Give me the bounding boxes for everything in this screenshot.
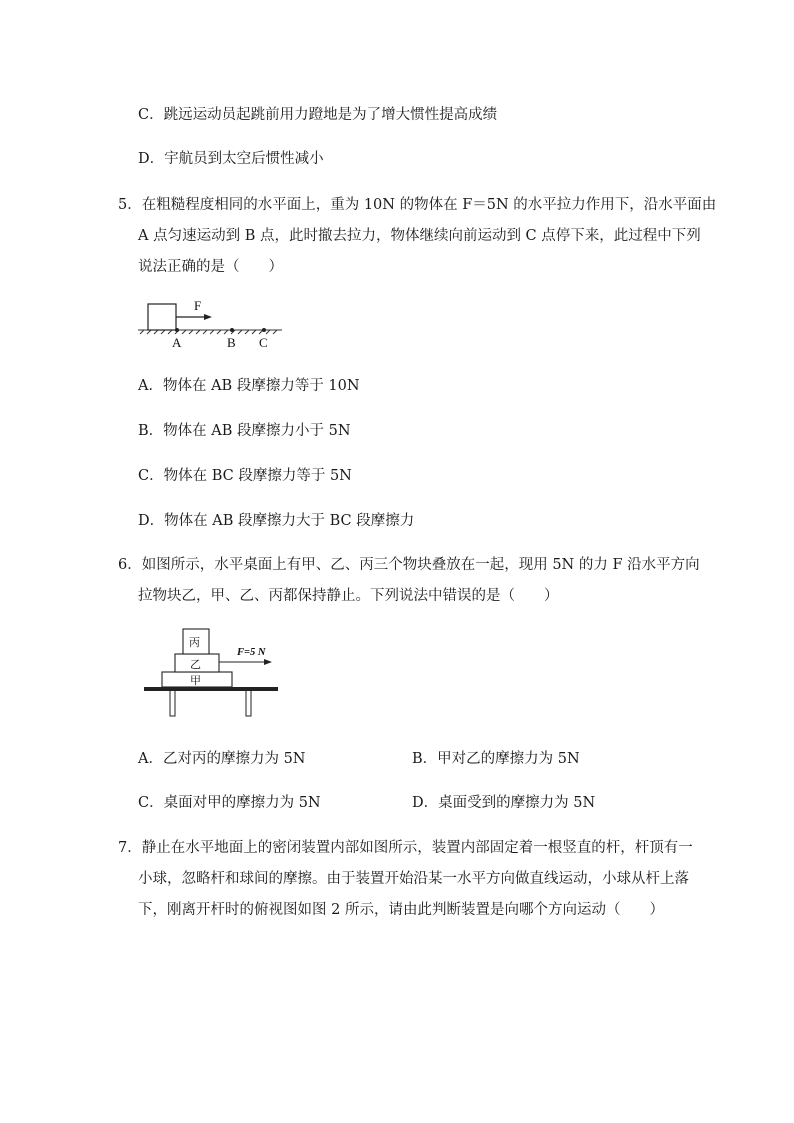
- q6-stem-line-2: 拉物块乙，甲、乙、丙都保持静止。下列说法中错误的是（ ）: [138, 588, 559, 604]
- q5-option-a: A．物体在 AB 段摩擦力等于 10N: [138, 378, 360, 394]
- q7-stem-line-1: 7．静止在水平地面上的密闭装置内部如图所示，装置内部固定着一根竖直的杆，杆顶有一: [118, 840, 693, 856]
- q6-stem-line-1: 6．如图所示，水平桌面上有甲、乙、丙三个物块叠放在一起，现用 5N 的力 F 沿水平方向: [118, 557, 700, 573]
- q5-object-block: [148, 304, 176, 330]
- q5-option-c: C．物体在 BC 段摩擦力等于 5N: [138, 468, 352, 484]
- q6-option-d: D．桌面受到的摩擦力为 5N: [412, 795, 596, 811]
- q6-block-jia-label: 甲: [190, 675, 201, 687]
- q5-force-label: F: [194, 298, 202, 313]
- q5-stem-line-3: 说法正确的是（ ）: [138, 259, 283, 275]
- q5-point-a-dot: [175, 328, 179, 332]
- q6-option-a: A．乙对丙的摩擦力为 5N: [138, 751, 306, 767]
- q5-point-c-dot: [262, 328, 266, 332]
- q5-option-b: B．物体在 AB 段摩擦力小于 5N: [138, 423, 351, 439]
- q6-block-bing-label: 丙: [189, 637, 200, 649]
- q5-point-b-dot: [230, 328, 234, 332]
- q4-option-c: C．跳远运动员起跳前用力蹬地是为了增大惯性提高成绩: [138, 107, 498, 123]
- q6-force-label: F=5 N: [237, 647, 266, 658]
- q6-option-c: C．桌面对甲的摩擦力为 5N: [138, 795, 321, 811]
- q5-point-b: B: [227, 335, 236, 350]
- q5-stem-line-2: A 点匀速运动到 B 点，此时撤去拉力，物体继续向前运动到 C 点停下来，此过程中下列: [138, 228, 701, 244]
- q6-block-yi-label: 乙: [190, 659, 201, 671]
- q5-point-c: C: [259, 335, 268, 350]
- q7-stem-line-2: 小球，忽略杆和球间的摩擦。由于装置开始沿某一水平方向做直线运动，小球从杆上落: [138, 871, 689, 887]
- q6-table-leg-left: [170, 690, 175, 716]
- q4-option-d: D．宇航员到太空后惯性减小: [138, 151, 324, 167]
- q5-point-a: A: [172, 335, 182, 350]
- q5-stem-line-1: 5．在粗糙程度相同的水平面上，重为 10N 的物体在 F＝5N 的水平拉力作用下，沿水平面由: [118, 197, 717, 213]
- q6-option-b: B．甲对乙的摩擦力为 5N: [412, 751, 580, 767]
- q6-table-leg-right: [246, 690, 251, 716]
- q6-table-top: [144, 687, 278, 691]
- q7-stem-line-3: 下，刚离开杆时的俯视图如图 2 所示，请由此判断装置是向哪个方向运动（ ）: [138, 902, 664, 918]
- q6-figure: [140, 622, 285, 724]
- q5-figure: [132, 292, 292, 356]
- q5-option-d: D．物体在 AB 段摩擦力大于 BC 段摩擦力: [138, 513, 415, 529]
